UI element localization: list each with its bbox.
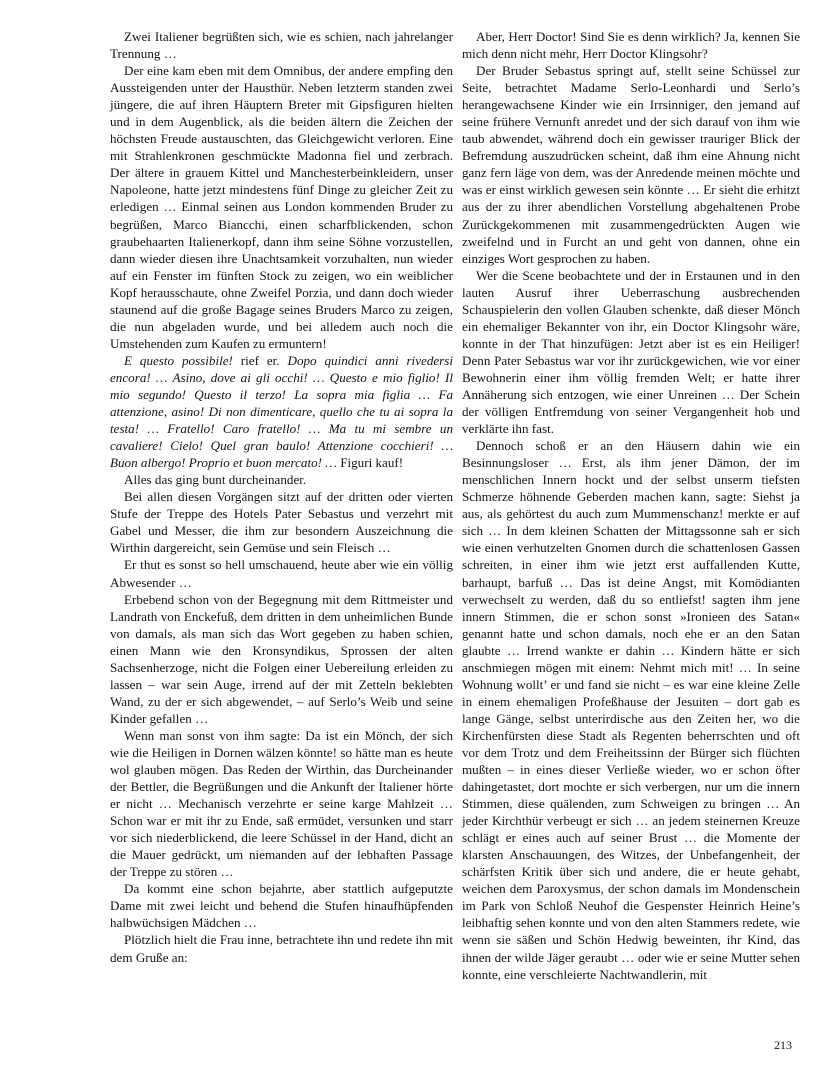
left-column xyxy=(110,28,453,966)
paragraph: Dennoch schoß er an den Häusern dahin wie ein Besinnungsloser … Erst, als ihm jener Dämon, der im menschlichen Innern hockt und der selbst unserm tiefsten Schmerze höhnende Geberden machen kann, sagte: Siehst ja aus, als gehörtest du auch zum Mummenschanz! merkte er auf sich … In dem kleinen Schatten der Mittagssonne sah er sich wie einen verhutzelten Gnomen durch die schattenlosen Gassen schreiten, in einer ihm wie jetzt erst auffallenden Kutte, barhaupt, barfuß … Das ist deine Angst, mit Komödianten verwechselt zu werden, daß du so entliefst! sagten ihm jene innern Stimmen, die er schon sonst »Ironieen des Satan« genannt hatte und schon damals, noch ehe er an den Satan glaubte … Irrend wankte er dahin … Kindern hätte er sich anschmiegen mögen mit einem: Nehmt mich mit! … In seine Wohnung wollt’ er und fand sie nicht – es war eine kleine Zelle in einem ehemaligen Profeßhause der Jesuiten – dort gab es lange Gänge, selbst unterirdische aus den Zeiten her, wo die Kirchenfürsten diese Stadt als Regenten beherrschten und oft vor dem Trotz und dem Freiheitssinn der Bürger sich flüchten mußten – in eines dieser Verließe wieder, wo er schon öfter dahingetastet, dort mochte er sich verbergen, nur um die innern Stimmen, diese quälenden, zum Schweigen zu bringen … An jeder Kirchthür verbeugt er sich … an jedem steinernen Kreuze schlägt er eines auch auf seiner Brust … die Momente der klarsten Anschauungen, des Witzes, der Unbefangenheit, der schärfsten Kritik über sich und andere, die er heute gehabt, weichen dem Paroxysmus, der schon damals im Mondenschein im Park von Schloß Neuhof die Gespenster Heinrich Heine’s leibhaftig sehen konnte und von den alten Stammers redete, wie wenn sie säßen und Schön Hedwig beweinten, ihr Kind, das ihnen der wilde Jäger geraubt … oder wie er seine Mutter sehen konnte, eine verschleierte Nachtwandlerin, mit xyxy=(462,438,800,982)
right-column xyxy=(462,28,800,983)
narrator-tag: rief er. xyxy=(240,352,280,368)
paragraph: Alles das ging bunt durcheinander. xyxy=(124,472,307,488)
paragraph: Zwei Italiener begrüßten sich, wie es schien, nach jahrelanger Trennung … xyxy=(110,29,453,62)
paragraph: Wer die Scene beobachtete und der in Erstaunen und in den lauten Ausruf ihrer Ueberraschung ausbrechenden Schauspielerin den vollen Glauben schenkte, daß dieser Mönch ein ehemaliger Bekannter von ihr, ein Doctor Klingsohr wäre, konnte in der That hinzufügen: Jetzt aber ist es ein Heiliger! Denn Pater Sebastus war vor ihr zurückgewichen, wie vor einer Bewohnerin einer ihm völlig fremden Welt; er hatte ihrer Annäherung sich entzogen, wie einer Unreinen … Der Schein der völligen Entfremdung von seiner Vergangenheit hob und verklärte ihn fast. xyxy=(462,267,800,437)
paragraph: Wenn man sonst von ihm sagte: Da ist ein Mönch, der sich wie die Heiligen in Dornen wälzen könnte! so hätte man es heute wol glauben mögen. Das Reden der Wirthin, das Durcheinander der Bettler, die Begrüßungen und die Ankunft der Italiener hörte er nicht … Mechanisch verzehrte er seine karge Mahlzeit … Schon war er mit ihr zu Ende, saß ermüdet, versunken und starr vor sich niederblickend, die leere Schüssel in der Hand, dicht an die Mauer gedrückt, um niemanden auf der lebhaften Passage der Treppe zu stören … xyxy=(110,727,453,880)
paragraph: Der Bruder Sebastus springt auf, stellt seine Schüssel zur Seite, betrachtet Madame Serlo-Leonhardi und Serlo’s herangewachsene Kinder wie ein Irrsinniger, den jemand auf seine frühere Vernunft anredet und der sich darauf von ihm wie taub abwendet, während doch ein gewisser trauriger Blick der Befremdung auszudrücken scheint, daß ihm eine Ahnung nicht ganz fern läge von dem, was der Anredende meinen möchte und was er einst wirklich gewesen sein könnte … Er sieht die erhitzt aus der zu ihrer abendlichen Vorstellung abgehaltenen Probe Zurückgekommenen mit zusammengedrückten Augen wie zweifelnd und in Furcht an und geht von dannen, ohne ein einziges Wort gesprochen zu haben. xyxy=(462,63,800,266)
paragraph: Plötzlich hielt die Frau inne, betrachtete ihn und redete ihn mit dem Gruße an: xyxy=(110,932,453,965)
paragraph: Erbebend schon von der Begegnung mit dem Rittmeister und Landrath von Enckefuß, dem dritten in dem unheimlichen Bunde von damals, als man sich das Wort gegeben zu haben schien, einen Mann wie den Kronsyndikus, Sprossen der alten Sachsenherzoge, nicht die Folgen einer Uebereilung erleiden zu lassen – war sein Auge, irrend auf der mit Zetteln beklebten Wand, zu der er sich abgewendet, – auf Serlo’s Weib und seine Kinder gefallen … xyxy=(110,591,453,726)
narrator-tag: Figuri kauf! xyxy=(340,455,404,471)
paragraph: Aber, Herr Doctor! Sind Sie es denn wirklich? Ja, kennen Sie mich denn nicht mehr, Herr Doctor Klingsohr? xyxy=(462,29,800,62)
paragraph: Da kommt eine schon bejahrte, aber stattlich aufgeputzte Dame mit zwei leicht und behend die Stufen hinaufhüpfenden halbwüchsigen Mädchen … xyxy=(110,881,453,931)
paragraph: Er thut es sonst so hell umschauend, heute aber wie ein völlig Abwesender … xyxy=(110,557,453,590)
italian-dialogue-paragraph: E questo possibile! rief er. Dopo quindici anni rivedersi encora! … Asino, dove ai gli occhi! … Questo e mio figlio! Il mio segundo! Questo il terzo! La sopra mia figlia … Fa attenzione, asino! Di non dimenticare, quello che tu ai sopra la testa! … Fratello! Caro fratello! … Ma tu mi sembre un cavaliere! Cielo! Quel gran baulo! Attenzione cocchieri! … Buon albergo! Proprio et buon mercato! … Figuri kauf! xyxy=(110,352,454,471)
page-number: 213 xyxy=(774,1038,792,1052)
paragraph: Der eine kam eben mit dem Omnibus, der andere empfing den Aussteigenden unter der Hausthür. Neben letzterm standen zwei jüngere, die auf ihren Häuptern Breter mit Gipsfiguren hielten und in dem Augenblick, als die beiden ältern die Zeichen der höchsten Freude austauschten, das Gleichgewicht verloren. Eine mit Strahlenkronen geschmückte Madonna fiel und zerbrach. Der ältere in grauem Kittel und Manchesterbeinkleidern, unser Napoleone, hatte jetzt mindestens fünf Dinge zu gleicher Zeit zu erledigen … Einmal seinen aus London kommenden Bruder zu begrüßen, Marco Biancchi, einen scharfblickenden, schon graubehaarten Italienerkopf, dann ihm seine Söhne vorzustellen, dann wieder diesen ihre Unachtsamkeit vorzuhalten, nun wieder auf ein Fenster im fünften Stock zu zeigen, wo ein weiblicher Kopf herausschaute, ohne Zweifel Porzia, und dann doch wieder staunend auf die große Bagage seines Bruders Marco zu zeigen, die nun abgeladen wurde, und bei alledem auch noch die Umstehenden zum Kaufen zu ermuntern! xyxy=(110,63,453,351)
paragraph: Bei allen diesen Vorgängen sitzt auf der dritten oder vierten Stufe der Treppe des Hotels Pater Sebastus und verzehrt mit Gabel und Messer, die ihm zur besondern Auszeichnung die Wirthin dargereicht, sein Gemüse und sein Fleisch … xyxy=(110,489,453,556)
